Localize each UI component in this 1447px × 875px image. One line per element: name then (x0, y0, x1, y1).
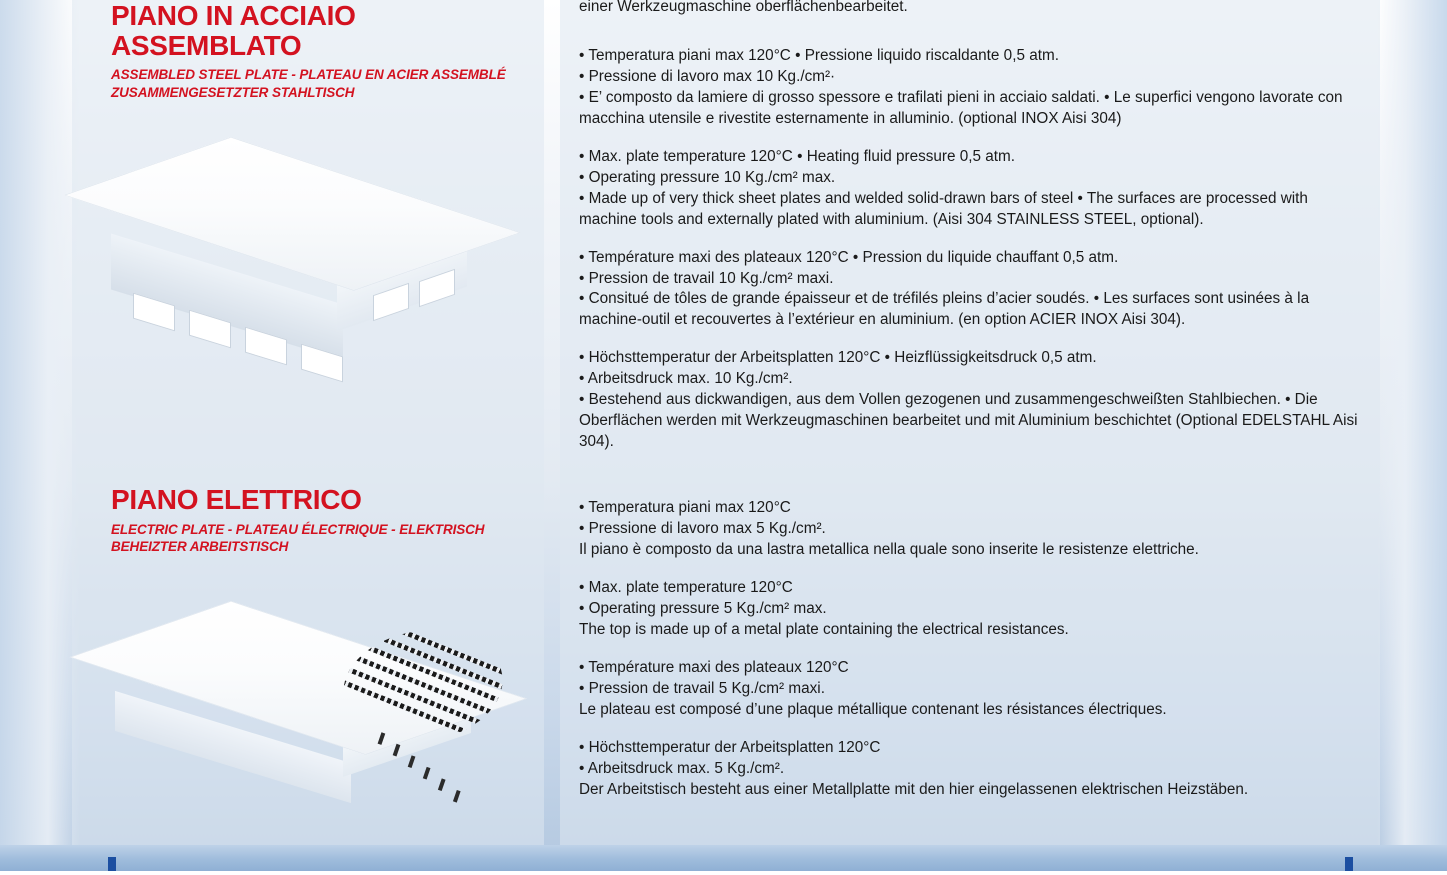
right-column-panel (560, 0, 1380, 864)
steel-de-line-2: • Arbeitsdruck max. 10 Kg./cm². (579, 370, 793, 388)
section-electric-plate (73, 485, 543, 845)
electric-en-line-1: • Max. plate temperature 120°C (579, 579, 793, 597)
section-subheading-electric: ELECTRIC PLATE - PLATEAU ÉLECTRIQUE - ELEKTRISCH BEHEIZTER ARBEITSTISCH (111, 521, 485, 554)
electric-plate-illustration (111, 575, 531, 845)
left-column-panel (72, 0, 544, 864)
section-heading-steel: PIANO IN ACCIAIO ASSEMBLATO (111, 0, 356, 61)
section-subheading-steel: ASSEMBLED STEEL PLATE - PLATEAU EN ACIER ASSEMBLÉ ZUSAMMENGESETZTER STAHLTISCH (111, 67, 506, 100)
bottom-tick-left (108, 857, 116, 871)
electric-en-line-2: • Operating pressure 5 Kg./cm² max. (579, 599, 827, 617)
steel-it-line-3: • E’ composto da lamiere di grosso spessore e trafilati pieni in acciaio saldati. • Le superfici vengono lavorate con macchina utensile e rivestite esternamente in alluminio. (optional INOX Aisi 304) (579, 88, 1343, 127)
electric-de-line-3: Der Arbeitstisch besteht aus einer Metallplatte mit den hier eingelassenen elektrischen Heizstäben. (579, 780, 1249, 798)
electric-fr-line-2: • Pression de travail 5 Kg./cm² maxi. (579, 679, 825, 697)
electric-de-line-1: • Höchsttemperatur der Arbeitsplatten 120°C (579, 738, 881, 756)
electric-terminal-row (368, 732, 589, 841)
right-gradient-wash (1377, 0, 1447, 871)
steel-fr-line-3: • Consitué de tôles de grande épaisseur et de tréfilés pleins d’acier soudés. • Les surfaces sont usinées à la machine-outil et recouvertes à l’extérieur en aluminium. (en option ACIER INOX Aisi 304). (579, 290, 1310, 329)
bottom-tick-right (1345, 857, 1353, 871)
steel-fr-line-1: • Température maxi des plateaux 120°C • Pression du liquide chauffant 0,5 atm. (579, 248, 1119, 266)
electric-it-line-2: • Pressione di lavoro max 5 Kg./cm². (579, 520, 826, 538)
left-gradient-wash (0, 0, 80, 871)
assembled-steel-plate-illustration (111, 119, 531, 419)
steel-de-line-3: • Bestehend aus dickwandigen, aus dem Vollen gezogenen und zusammengeschweißten Stahlbiechen. • Die Oberflächen werden mit Werkzeugmaschinen bearbeitet und mit Aluminium beschichtet (Optional EDELSTAHL Aisi 304). (579, 391, 1358, 451)
electric-de-line-2: • Arbeitsdruck max. 5 Kg./cm². (579, 759, 785, 777)
electric-it-line-3: Il piano è composto da una lastra metallica nella quale sono inserite le resistenze elettriche. (579, 541, 1199, 559)
steel-en-line-3: • Made up of very thick sheet plates and welded solid-drawn bars of steel • The surfaces are processed with machine tools and externally plated with aluminium. (Aisi 304 STAINLESS STEEL, optional). (579, 189, 1308, 228)
steel-en-line-2: • Operating pressure 10 Kg./cm² max. (579, 168, 836, 186)
electric-fr-line-1: • Température maxi des plateaux 120°C (579, 658, 849, 676)
electric-it-line-1: • Temperatura piani max 120°C (579, 499, 791, 517)
electric-fr-line-3: Le plateau est composé d’une plaque métallique contenant les résistances électriques. (579, 700, 1167, 718)
steel-it-line-1: • Temperatura piani max 120°C • Pressione liquido riscaldante 0,5 atm. (579, 46, 1059, 64)
section-assembled-steel-plate (73, 0, 543, 419)
steel-fr-line-2: • Pression de travail 10 Kg./cm² maxi. (579, 269, 834, 287)
steel-de-line-1: • Höchsttemperatur der Arbeitsplatten 120°C • Heizflüssigkeitsdruck 0,5 atm. (579, 349, 1097, 367)
continued-paragraph-de: einer Werkzeugmaschine oberflächenbearbeitet. (579, 0, 908, 15)
specifications-text (579, 0, 1367, 801)
bottom-band (0, 845, 1447, 871)
section-heading-electric: PIANO ELETTRICO (111, 483, 362, 515)
electric-en-line-3: The top is made up of a metal plate containing the electrical resistances. (579, 620, 1069, 638)
steel-en-line-1: • Max. plate temperature 120°C • Heating fluid pressure 0,5 atm. (579, 147, 1016, 165)
steel-it-line-2: • Pressione di lavoro max 10 Kg./cm²· (579, 67, 836, 85)
